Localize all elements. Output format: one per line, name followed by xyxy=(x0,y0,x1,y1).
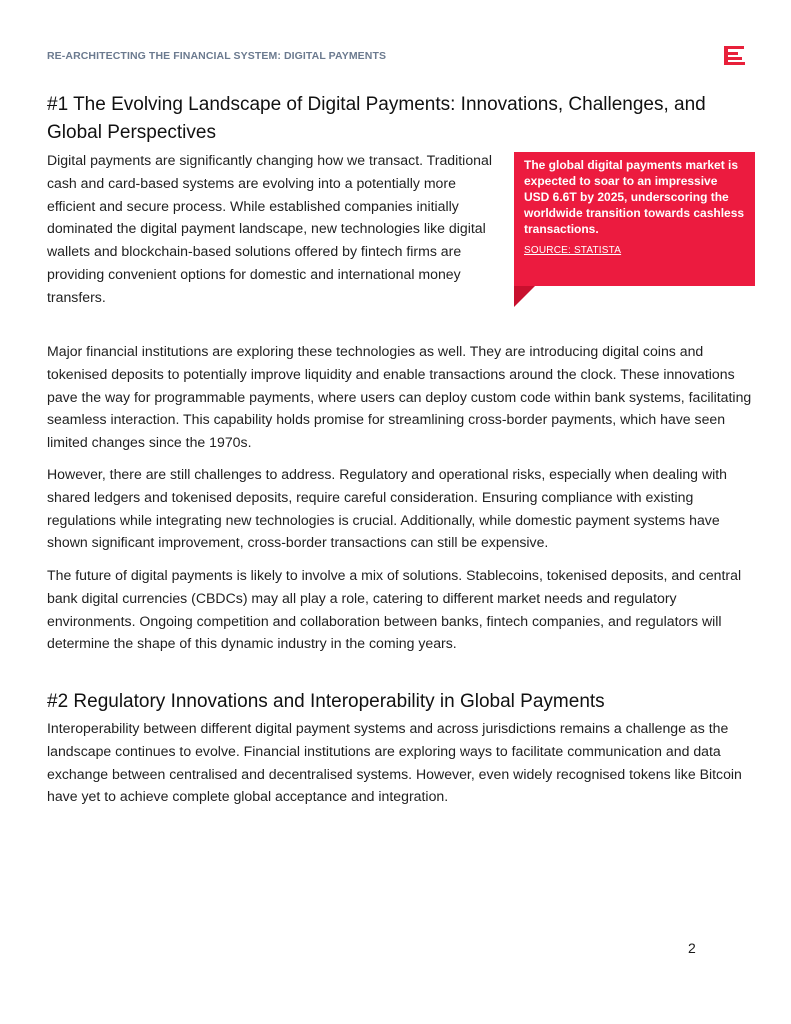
section-2-heading: #2 Regulatory Innovations and Interoperability in Global Payments xyxy=(47,691,605,712)
callout-text: The global digital payments market is expected to soar to an impressive USD 6.6T by 2025, underscoring the worldwide transition towards cashless transactions. xyxy=(524,158,745,236)
stacked-bars-logo-icon xyxy=(724,46,746,66)
stat-callout-box xyxy=(514,152,755,286)
section-2-paragraph-1: Interoperability between different digital payment systems and across jurisdictions remains a challenge as the landscape continues to evolve. Financial institutions are exploring ways to facilitate communication and data exchange between centralised and decentralised systems. However, even widely recognised tokens like Bitcoin have yet to achieve complete global acceptance and integration. xyxy=(47,720,742,805)
section-1-paragraph-4: The future of digital payments is likely to involve a mix of solutions. Stablecoins, tokenised deposits, and central bank digital currencies (CBDCs) may all play a role, catering to different market needs and regulatory environments. Ongoing competition and collaboration between banks, fintech companies, and regulators will determine the shape of this dynamic industry in the coming years. xyxy=(47,567,742,652)
callout-source-link[interactable]: SOURCE: STATISTA xyxy=(524,245,622,256)
callout-fold-corner xyxy=(514,286,535,307)
section-1-paragraph-2: Major financial institutions are exploring these technologies as well. They are introducing digital coins and tokenised deposits to potentially improve liquidity and enable transactions around the clock. These innovations pave the way for programmable payments, where users can deploy custom code within bank systems, facilitating seamless interaction. This capability holds promise for streamlining cross-border payments, which have seen limited changes since the 1970s. xyxy=(47,343,752,451)
section-1-heading: #1 The Evolving Landscape of Digital Payments: Innovations, Challenges, and Global Perspectives xyxy=(47,94,706,143)
section-1-paragraph-1: Digital payments are significantly changing how we transact. Traditional cash and card-based systems are evolving into a potentially more efficient and secure process. While established companies initially dominated the digital payment landscape, new technologies like digital wallets and blockchain-based solutions offered by fintech firms are providing convenient options for domestic and international money transfers. xyxy=(47,152,492,305)
section-1-paragraph-3: However, there are still challenges to address. Regulatory and operational risks, especially when dealing with shared ledgers and tokenised deposits, require careful consideration. Ensuring compliance with existing regulations while integrating new technologies is crucial. Additionally, while domestic payment systems have shown significant improvement, cross-border transactions can still be expensive. xyxy=(47,466,728,551)
page-number: 2 xyxy=(688,940,696,956)
running-header-title: RE-ARCHITECTING THE FINANCIAL SYSTEM: DIGITAL PAYMENTS xyxy=(47,50,387,62)
